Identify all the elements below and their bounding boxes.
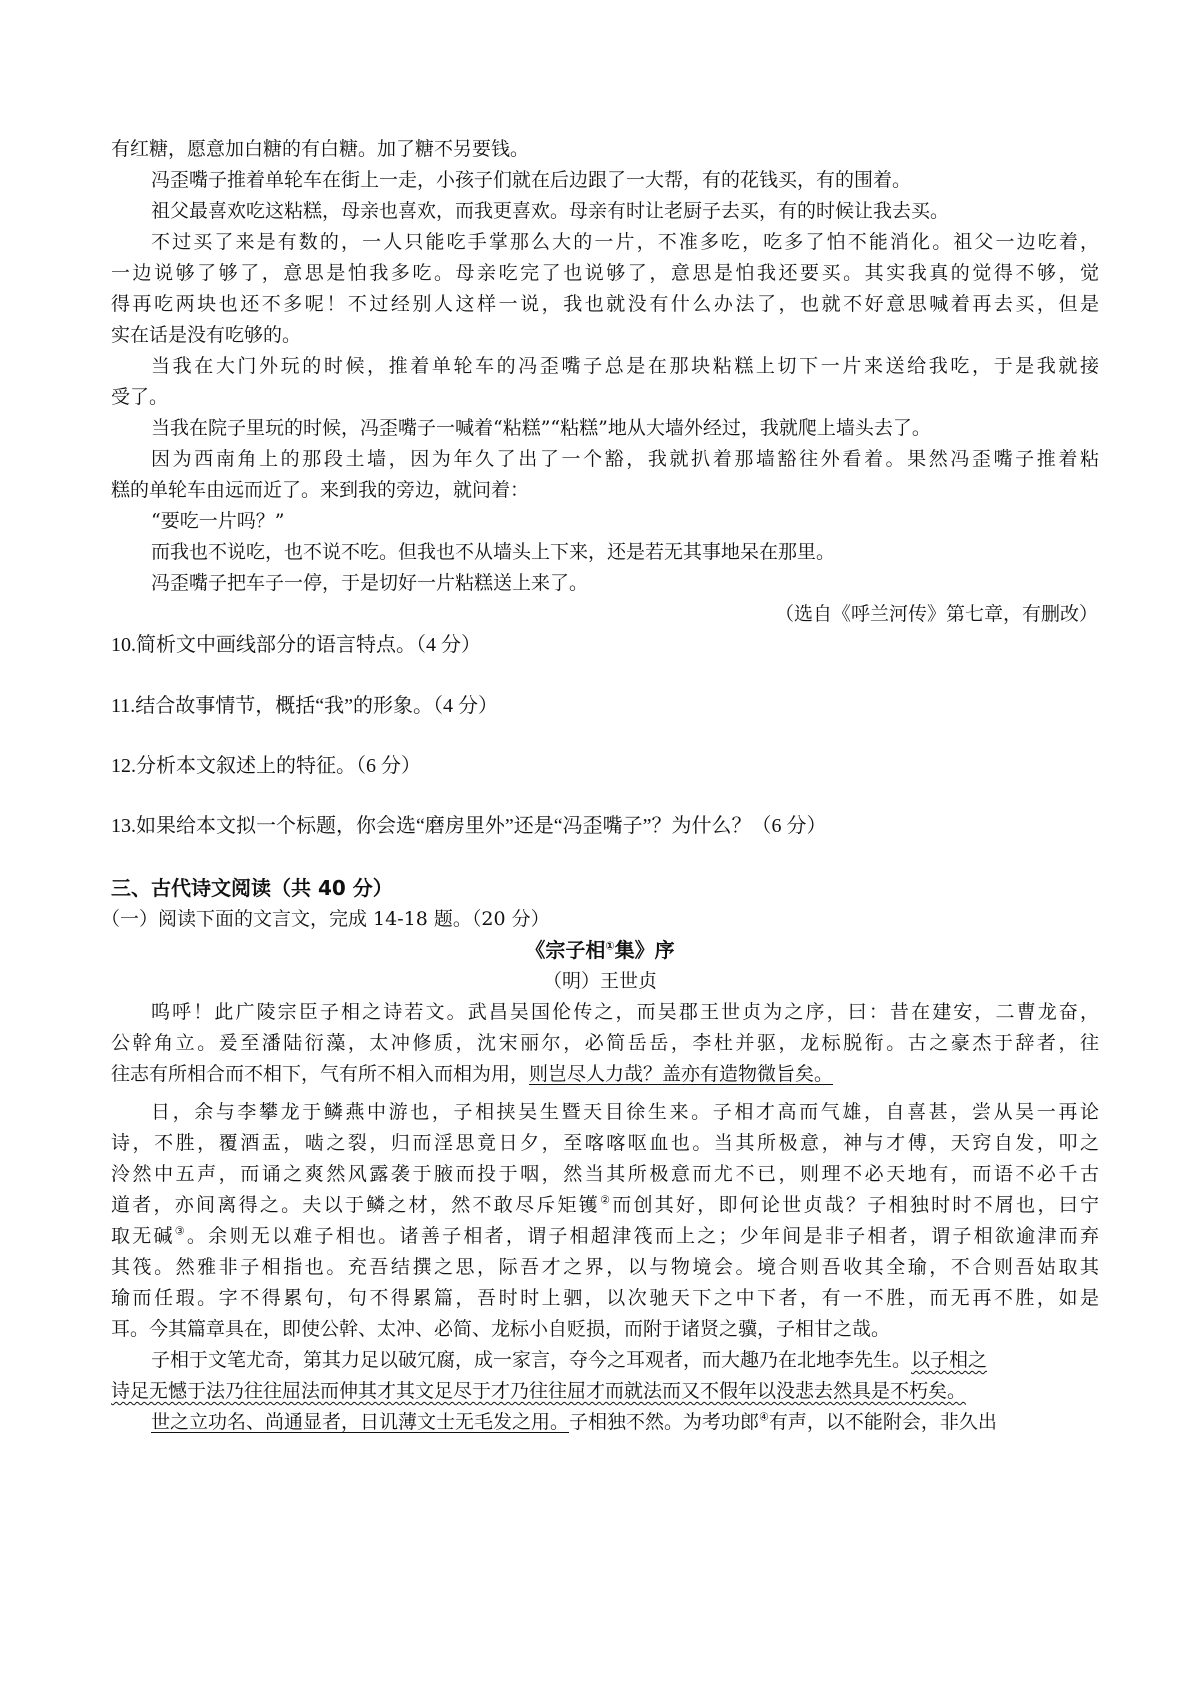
classical-line: 道者，亦间离得之。夫以于鳞之材，然不敢尽斥矩镬②而创其好，即何论世贞哉？子相独时时不屑也，曰宁 xyxy=(111,1193,1099,1216)
essay-title: 《宗子相①集》序 xyxy=(525,938,675,962)
story-line: 一边说够了够了，意思是怕我多吃。母亲吃完了也说够了，意思是怕我还要买。其实我真的觉得不够，觉 xyxy=(111,262,1099,284)
classical-line: 其筏。然雅非子相指也。充吾结撰之思，际吾才之界，以与物境会。境合则吾收其全瑜，不合则吾姑取其 xyxy=(111,1256,1099,1278)
classical-line: 呜呼！此广陵宗臣子相之诗若文。武昌吴国伦传之，而吴郡王世贞为之序，曰：昔在建安，二曹龙奋， xyxy=(151,1001,1099,1023)
classical-line: 日，余与李攀龙于鳞燕中游也，子相挟吴生暨天目徐生来。子相才高而气雄，自喜甚，尝从吴一再论 xyxy=(151,1101,1099,1123)
story-line: 受了。 xyxy=(111,386,169,408)
underlined-sentence: 则岂尽人力哉？盖亦有造物微旨矣。 xyxy=(529,1063,834,1085)
story-line: 实在话是没有吃够的。 xyxy=(111,324,302,346)
classical-line: 诗，不胜，覆酒盂，啮之裂，归而淫思竟日夕，至喀喀呕血也。当其所极意，神与才傅，天窍自发，叩之 xyxy=(111,1132,1099,1154)
classical-line: 瑜而任瑕。字不得累句，句不得累篇，吾时时上驷，以次驰天下之中下者，有一不胜，而无再不胜，如是 xyxy=(111,1287,1099,1309)
classical-line: 子相于文笔尤奇，第其力足以破冗腐，成一家言，夺今之耳观者，而大趣乃在北地李先生。以子相之 xyxy=(151,1349,988,1371)
story-line: 得再吃两块也还不多呢！不过经别人这样一说，我也就没有什么办法了，也就不好意思喊着再去买，但是 xyxy=(111,293,1099,315)
classical-line: 往志有所相合而不相下，气有所不相入而相为用，则岂尽人力哉？盖亦有造物微旨矣。 xyxy=(111,1063,834,1085)
story-line: 冯歪嘴子把车子一停，于是切好一片粘糕送上来了。 xyxy=(151,572,589,594)
question-10: 10.简析文中画线部分的语言特点。（4 分） xyxy=(111,634,481,656)
story-line: 有红糖，愿意加白糖的有白糖。加了糖不另要钱。 xyxy=(111,138,530,160)
question-13: 13.如果给本文拟一个标题，你会选“磨房里外”还是“冯歪嘴子”？为什么？（6 分） xyxy=(111,815,827,837)
story-line: 不过买了来是有数的，一人只能吃手掌那么大的一片，不准多吃，吃多了怕不能消化。祖父一边吃着， xyxy=(151,231,1099,253)
story-line: 糕的单轮车由远而近了。来到我的旁边，就问着： xyxy=(111,479,530,501)
story-line: 冯歪嘴子推着单轮车在街上一走，小孩子们就在后边跟了一大帮，有的花钱买，有的围着。 xyxy=(151,169,912,191)
story-line: 因为西南角上的那段土墙，因为年久了出了一个豁，我就扒着那墙豁往外看着。果然冯歪嘴子推着粘 xyxy=(151,448,1099,470)
story-line: 当我在院子里玩的时候，冯歪嘴子一喊着“粘糕”“粘糕”地从大墙外经过，我就爬上墙头去了。 xyxy=(151,417,931,439)
underlined-sentence: 世之立功名、尚通显者，日讥薄文士无毛发之用。 xyxy=(151,1411,570,1433)
classical-line: 公幹角立。爰至潘陆衍藻，太冲修质，沈宋丽尔，必简岳岳，李杜并驱，龙标脱衔。古之豪杰于辞者，往 xyxy=(111,1032,1099,1054)
essay-author: （明）王世贞 xyxy=(542,970,657,992)
question-12: 12.分析本文叙述上的特征。（6 分） xyxy=(111,755,421,777)
story-line: 祖父最喜欢吃这粘糕，母亲也喜欢，而我更喜欢。母亲有时让老厨子去买，有的时候让我去买。 xyxy=(151,200,950,222)
section-subheading: （一）阅读下面的文言文，完成 14-18 题。（20 分） xyxy=(101,908,550,930)
story-line: “要吃一片吗？” xyxy=(151,510,285,532)
wavy-underlined-text: 以子相之 xyxy=(911,1349,988,1371)
classical-line: 耳。今其篇章具在，即使公幹、太冲、必简、龙标小自贬损，而附于诸贤之骥，子相甘之哉。 xyxy=(111,1318,891,1340)
classical-line: 取无碱③。余则无以难子相也。诸善子相者，谓子相超津筏而上之；少年间是非子相者，谓子相欲逾津而弃 xyxy=(111,1224,1099,1247)
story-line: 而我也不说吃，也不说不吃。但我也不从墙头上下来，还是若无其事地呆在那里。 xyxy=(151,541,836,563)
wavy-underlined-text: 诗足无憾于法乃往往屈法而伸其才其文足尽于才乃往往屈才而就法而又不假年以没悲去然具是不朽矣。 xyxy=(111,1380,967,1402)
classical-line: 世之立功名、尚通显者，日讥薄文士无毛发之用。子相独不然。为考功郎④有声，以不能附会，非久出 xyxy=(151,1410,997,1433)
story-line: 当我在大门外玩的时候，推着单轮车的冯歪嘴子总是在那块粘糕上切下一片来送给我吃，于是我就接 xyxy=(151,355,1099,377)
question-11: 11.结合故事情节，概括“我”的形象。（4 分） xyxy=(111,695,499,717)
classical-line: 泠然中五声，而诵之爽然风露袭于腋而投于咽，然当其所极意而尤不已，则理不必天地有，而语不必千古 xyxy=(111,1163,1099,1185)
source-note: （选自《呼兰河传》第七章，有删改） xyxy=(774,603,1098,625)
section-heading: 三、古代诗文阅读（共 40 分） xyxy=(111,876,393,900)
